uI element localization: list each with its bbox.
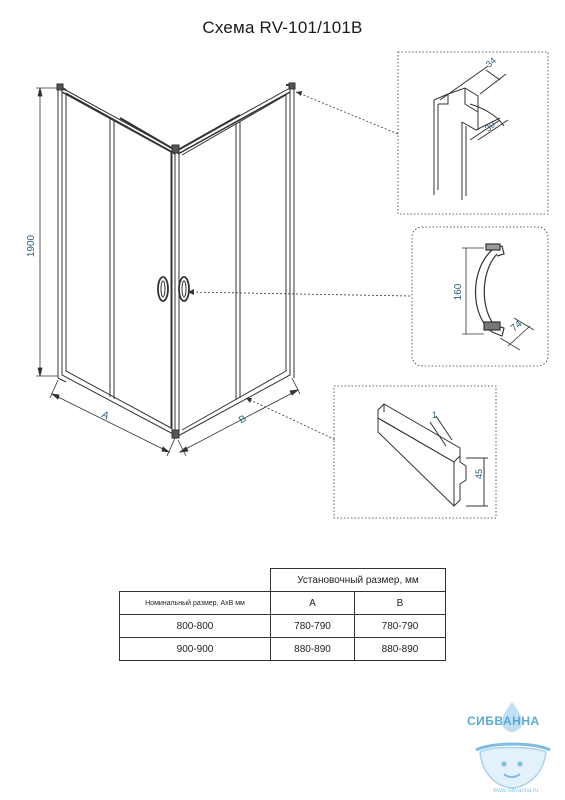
col-a-header: A <box>271 592 355 615</box>
profile-dim-2: 30 <box>482 119 497 134</box>
handle-height: 160 <box>453 283 464 301</box>
table-row <box>120 638 446 661</box>
diagram-title: Схема RV-101/101B <box>202 18 363 37</box>
callout-leaders <box>188 92 410 440</box>
width-a-dimension <box>50 380 175 456</box>
side-a-label: A <box>99 409 111 423</box>
nominal-cell: 900-900 <box>120 638 271 661</box>
seal-dim-2: 45 <box>474 468 484 480</box>
b-cell: 880-890 <box>355 638 446 661</box>
table-row <box>120 615 446 638</box>
b-cell: 780-790 <box>355 615 446 638</box>
brand-url: www.sibvanna.ru <box>493 788 539 794</box>
seal-dim-1: 1 <box>432 410 438 420</box>
handle-drawing <box>476 244 505 336</box>
a-cell: 780-790 <box>271 615 355 638</box>
brand-name: СИБВАННА <box>467 714 540 728</box>
height-dimension <box>36 88 58 376</box>
detail-profile-box <box>398 52 548 214</box>
table-subheader-row <box>120 592 446 615</box>
handle-width: 74 <box>508 318 525 335</box>
profile-dim-1: 34 <box>483 55 498 70</box>
col-b-header: B <box>355 592 446 615</box>
detail-seal-box <box>334 386 496 518</box>
install-size-header: Установочный размер, мм <box>271 569 446 592</box>
nominal-cell: 800-800 <box>120 615 271 638</box>
nominal-size-header: Номинальный размер, AxB мм <box>120 592 271 615</box>
shower-enclosure <box>57 83 295 438</box>
table-header-row <box>120 569 446 592</box>
right-panel-inner <box>182 95 286 430</box>
size-table <box>119 568 446 661</box>
a-cell: 880-890 <box>271 638 355 661</box>
height-label: 1900 <box>26 234 37 258</box>
side-b-label: B <box>237 413 249 427</box>
detail-handle-box <box>412 227 548 366</box>
